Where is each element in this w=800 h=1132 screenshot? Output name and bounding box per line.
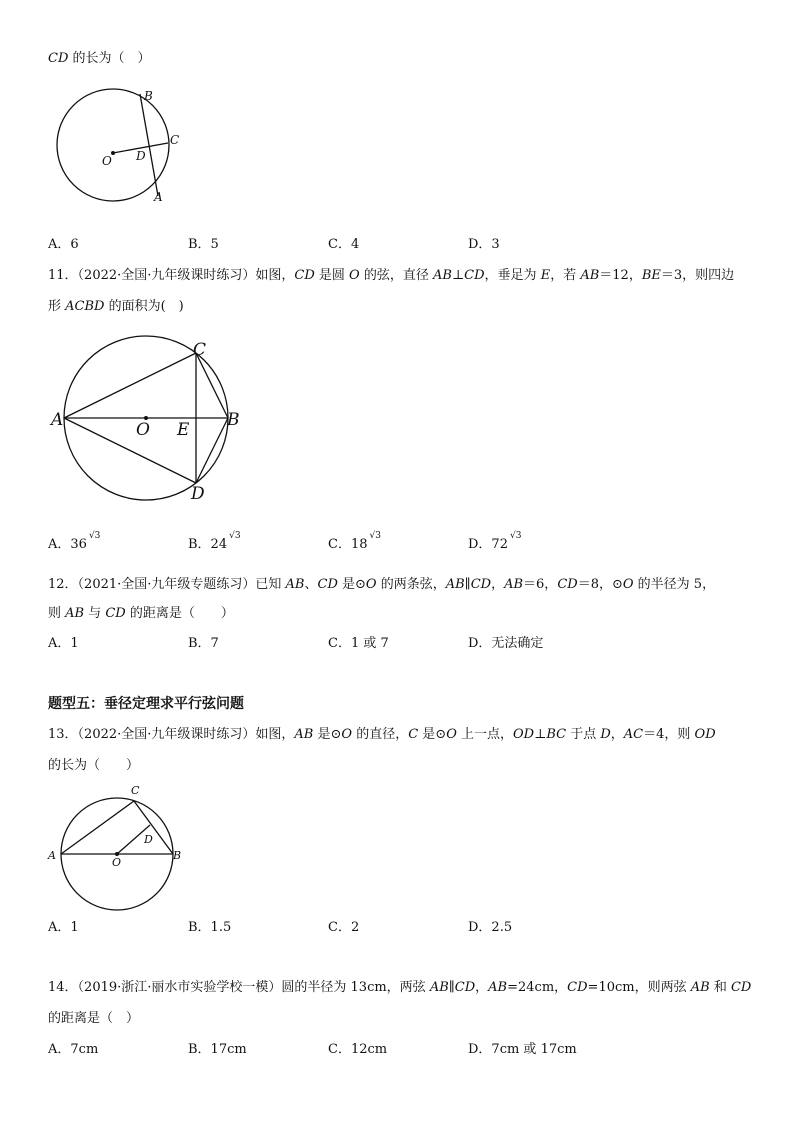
math-variable: AB — [580, 268, 600, 283]
q11-figure — [50, 336, 250, 506]
q10-figure — [50, 86, 190, 206]
text-run: 是⊙ — [313, 727, 342, 742]
q13-label-a: A — [48, 849, 56, 862]
q12-option-d[interactable]: D．无法确定 — [468, 636, 544, 651]
q11-option-c-sqrt: √3 — [369, 531, 381, 541]
q11-option-a-label: A．36 — [48, 537, 87, 552]
text-run: 是⊙ — [337, 577, 366, 592]
math-variable: CD — [464, 268, 485, 283]
q13-options — [48, 918, 648, 938]
math-variable: AB — [294, 727, 314, 742]
math-variable: BE — [641, 268, 661, 283]
text-run: 12．（2021·全国·九年级专题练习）已知 — [48, 577, 286, 592]
math-variable: OD — [513, 727, 535, 742]
q11-option-c-label: C．18 — [328, 537, 368, 552]
text-run: 的两条弦， — [376, 577, 446, 592]
q13-label-o: O — [112, 856, 122, 869]
math-variable: AB — [429, 980, 449, 995]
text-run: 的直径， — [352, 727, 409, 742]
math-variable: AB — [285, 577, 305, 592]
math-variable: AB — [504, 577, 524, 592]
math-variable: OD — [694, 727, 716, 742]
q10-label-c: C — [170, 133, 180, 147]
q13-option-d[interactable]: D．2.5 — [468, 920, 513, 935]
text-run: =24cm， — [507, 980, 568, 995]
q12-options — [48, 634, 648, 654]
text-run: ⊥ — [534, 727, 547, 742]
q10-stem-tail — [48, 49, 151, 69]
q12-stem-line1 — [48, 575, 715, 595]
math-variable: AB — [488, 980, 508, 995]
q14-option-d[interactable]: D．7cm 或 17cm — [468, 1042, 577, 1057]
text-run: ＝4，则 — [643, 727, 695, 742]
q10-option-d[interactable]: D．3 — [468, 237, 500, 252]
q11-stem-line1 — [48, 266, 734, 286]
q11-label-b: B — [227, 410, 240, 430]
math-variable: AC — [623, 727, 644, 742]
q11-option-c[interactable] — [328, 531, 381, 556]
q10-label-d: D — [136, 149, 146, 163]
text-run: 于点 — [566, 727, 601, 742]
q11-label-d: D — [191, 484, 205, 504]
text-run: 的长为（ ） — [68, 51, 151, 66]
q12-stem-line2 — [48, 604, 234, 624]
q11-option-a-sqrt: √3 — [88, 531, 101, 541]
text-run: =10cm，则两弦 — [587, 980, 691, 995]
math-variable: CD — [454, 980, 476, 995]
text-run: 形 — [48, 299, 66, 314]
text-run: 是⊙ — [418, 727, 447, 742]
math-variable: C — [408, 727, 419, 742]
q11-label-e: E — [177, 420, 190, 440]
q14-option-a[interactable]: A．7cm — [48, 1042, 99, 1057]
text-run: ，若 — [550, 268, 581, 283]
math-variable: CD — [730, 980, 752, 995]
q10-label-a: A — [154, 190, 163, 204]
text-run: ∥ — [448, 980, 455, 995]
q11-label-c: C — [193, 340, 207, 360]
text-run: 的长为（ ） — [48, 758, 140, 773]
text-run: ， — [475, 980, 489, 995]
text-run: 的面积为( ) — [104, 299, 184, 314]
text-run: ，垂足为 — [484, 268, 541, 283]
text-run: 则 — [48, 606, 66, 621]
math-variable: CD — [317, 577, 338, 592]
q10-label-o: O — [102, 154, 112, 168]
text-run: ∥ — [464, 577, 471, 592]
text-run: 的距离是（ ） — [48, 1011, 140, 1026]
q13-label-c: C — [131, 784, 140, 797]
math-variable: CD — [105, 606, 126, 621]
math-variable: O — [341, 727, 353, 742]
q13-stem-line1 — [48, 725, 716, 745]
q13-figure — [46, 780, 196, 910]
math-variable: AB — [690, 980, 710, 995]
q11-stem-line2 — [48, 297, 184, 317]
q13-label-d: D — [144, 833, 153, 846]
text-run: 上一点， — [456, 727, 513, 742]
text-run: 的半径为 5， — [633, 577, 716, 592]
text-run: ＝12， — [599, 268, 642, 283]
text-run: 14．（2019·浙江·丽水市实验学校一模）圆的半径为 13cm，两弦 — [48, 980, 430, 995]
text-run: ＝8，⊙ — [577, 577, 623, 592]
q13-option-c[interactable]: C．2 — [328, 920, 360, 935]
q11-option-b-label: B．24 — [188, 537, 228, 552]
q14-options — [48, 1040, 648, 1060]
text-run: ， — [610, 727, 624, 742]
q13-stem-line2 — [48, 756, 139, 776]
math-variable: E — [540, 268, 551, 283]
math-variable: CD — [294, 268, 315, 283]
math-variable: AB — [432, 268, 452, 283]
q12-option-a[interactable]: A．1 — [48, 636, 79, 651]
q14-option-c[interactable]: C．12cm — [328, 1042, 388, 1057]
q11-options — [48, 531, 648, 555]
q11-option-a[interactable] — [48, 531, 101, 556]
q10-options — [48, 235, 648, 255]
math-variable: O — [446, 727, 457, 742]
math-variable: O — [349, 268, 360, 283]
q11-option-d[interactable] — [468, 531, 522, 556]
math-variable: ACBD — [65, 299, 105, 314]
text-run: 13．（2022·全国·九年级课时练习）如图， — [48, 727, 295, 742]
math-variable: D — [600, 727, 611, 742]
q10-option-b[interactable]: B．5 — [188, 237, 219, 252]
q10-option-c[interactable]: C．4 — [328, 237, 360, 252]
math-variable: CD — [470, 577, 492, 592]
math-variable: BC — [546, 727, 567, 742]
q11-label-o: O — [136, 420, 150, 440]
text-run: ， — [491, 577, 505, 592]
q13-label-b: B — [173, 849, 182, 862]
q14-stem-line2 — [48, 1009, 139, 1029]
text-run: 与 — [84, 606, 106, 621]
text-run: 11．（2022·全国·九年级课时练习）如图， — [48, 268, 295, 283]
q14-option-b[interactable]: B．17cm — [188, 1042, 247, 1057]
text-run: 的弦，直径 — [359, 268, 433, 283]
q10-label-b: B — [144, 89, 153, 103]
q13-option-b[interactable]: B．1.5 — [188, 920, 232, 935]
math-variable: O — [365, 577, 377, 592]
q13-option-a[interactable]: A．1 — [48, 920, 79, 935]
math-variable: CD — [567, 980, 588, 995]
math-variable: AB — [445, 577, 465, 592]
text-run: 的距离是（ ） — [125, 606, 234, 621]
q11-label-a: A — [51, 410, 64, 430]
q12-option-b[interactable]: B．7 — [188, 636, 219, 651]
text-run: 和 — [709, 980, 731, 995]
q11-option-b[interactable] — [188, 531, 241, 556]
math-variable: O — [622, 577, 634, 592]
section-heading: 题型五：垂径定理求平行弦问题 — [48, 696, 244, 712]
text-run: 、 — [304, 577, 318, 592]
q11-option-d-label: D．72 — [468, 537, 508, 552]
q11-option-b-sqrt: √3 — [229, 531, 241, 541]
math-variable: CD — [557, 577, 578, 592]
math-variable: AB — [65, 606, 85, 621]
math-variable: CD — [48, 51, 69, 66]
text-run: ＝6， — [523, 577, 558, 592]
text-run: ⊥ — [451, 268, 465, 283]
text-run: ＝3，则四边 — [660, 268, 735, 283]
q11-option-d-sqrt: √3 — [509, 531, 522, 541]
q12-option-c[interactable]: C．1 或 7 — [328, 636, 389, 651]
q10-option-a[interactable]: A．6 — [48, 237, 79, 252]
text-run: 是圆 — [314, 268, 350, 283]
q14-stem-line1 — [48, 978, 751, 998]
